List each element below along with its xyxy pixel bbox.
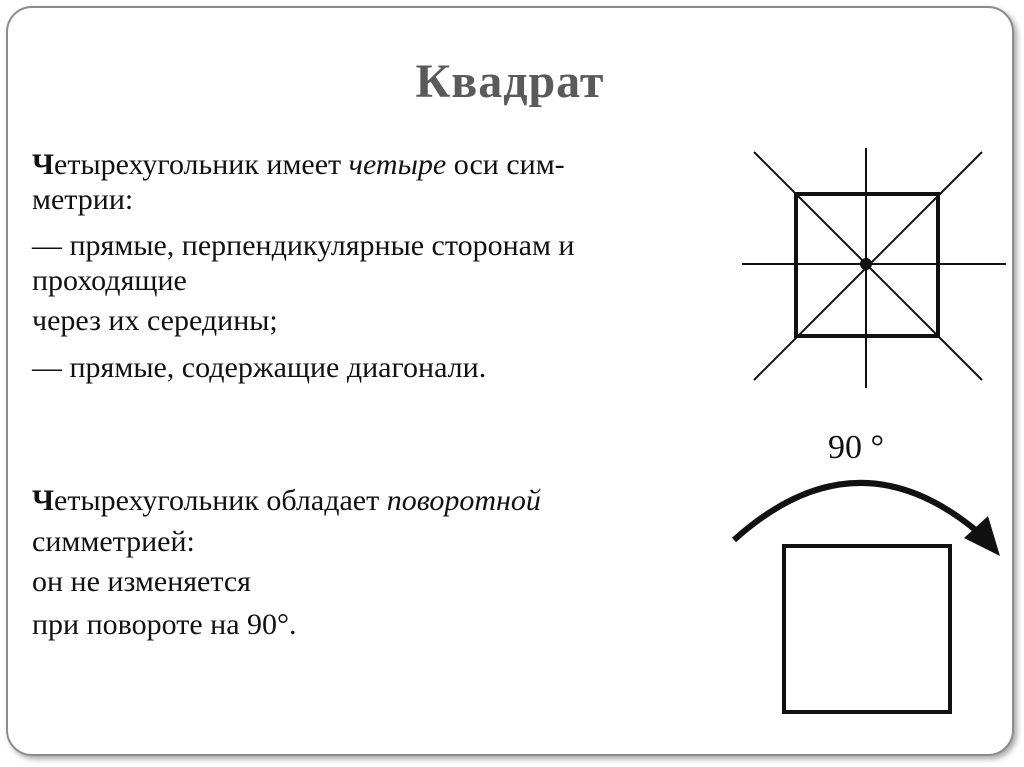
axes-line-6: — прямые, содержащие диагонали. [32, 350, 487, 384]
axes-line-3: — прямые, перпендикулярные сторонам и [32, 229, 575, 262]
slide-frame [6, 6, 1014, 756]
axes-line-5: через их середины; [32, 304, 278, 337]
rotation-diagram [726, 470, 1006, 720]
rotation-arc [734, 483, 978, 540]
rotation-line-4: при повороте на 90°. [32, 607, 297, 641]
center-point [860, 258, 872, 270]
rotation-line-3: он не изменяется [32, 565, 251, 598]
rotation-angle-label: 90 ° [828, 429, 885, 466]
axes-line-4: проходящие [32, 263, 187, 297]
axes-line-2: метрии: [32, 182, 134, 216]
rotational-symmetry-text [32, 484, 541, 642]
rotation-line-2: симметрией: [32, 524, 195, 558]
square-symmetry-axes-diagram [742, 148, 1006, 388]
symmetry-axes-text [32, 148, 575, 385]
axes-line-1: Четырехугольник имеет четыре оси сим- [32, 148, 565, 181]
slide-title: Квадрат [415, 55, 605, 108]
rotation-line-1: Четырехугольник обладает поворотной [32, 484, 541, 517]
rotated-square-shape [784, 546, 950, 712]
